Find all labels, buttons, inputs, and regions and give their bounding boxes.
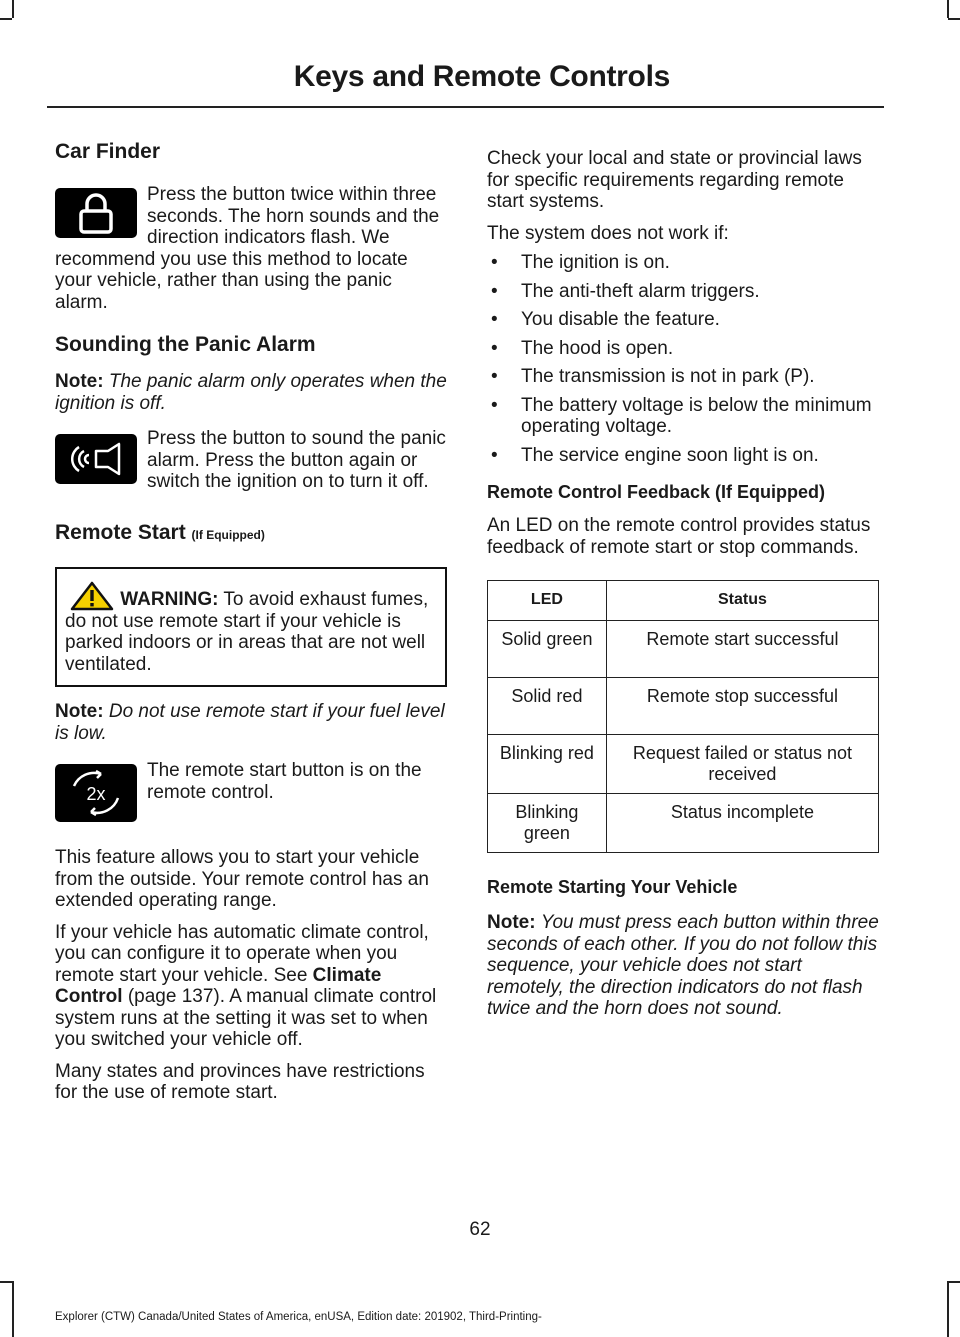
crop-mark: [0, 1281, 12, 1283]
remote-start-heading: [55, 521, 447, 545]
crop-mark: [0, 18, 12, 20]
not-work-list: [487, 252, 879, 466]
note-text: You must press each button within three seconds of each other. If you do not follow this sequence, your vehicle does not start remotely, the direction indicators do not flash twice and the horn does not sound.: [487, 912, 879, 1019]
note-label: Note:: [55, 371, 104, 392]
feedback-heading: Remote Control Feedback (If Equipped): [487, 482, 826, 502]
laws-text: Check your local and state or provincial laws for specific requirements regarding remote start systems.: [487, 148, 862, 212]
list-item: • You disable the feature.: [487, 309, 879, 331]
panic-text: Press the button to sound the panic alarm. Press the button again or switch the ignition on to turn it off.: [147, 428, 446, 492]
status-cell: Status incomplete: [606, 794, 878, 853]
remote-para-2: [55, 922, 447, 1051]
remote-start-button-image: [55, 764, 137, 822]
led-cell: Blinking green: [488, 794, 607, 853]
remote-starting-heading: Remote Starting Your Vehicle: [487, 877, 738, 897]
led-status-table: [487, 580, 879, 853]
led-cell: Blinking red: [488, 735, 607, 794]
status-cell: Request failed or status not received: [606, 735, 878, 794]
warning-paragraph: [65, 581, 437, 676]
icon-2x-label: 2x: [86, 784, 106, 804]
note-text: The panic alarm only operates when the ignition is off.: [55, 371, 447, 414]
status-cell: Remote stop successful: [606, 678, 878, 735]
panic-horn-icon: [63, 439, 129, 479]
car-finder-text: Press the button twice within three seconds. The horn sounds and the direction indicators flash. We recommend you use this method to locate your vehicle, rather than using the panic alarm.: [55, 184, 440, 313]
column-header-status: Status: [606, 581, 878, 621]
warning-text: To avoid exhaust fumes, do not use remote start if your vehicle is parked indoors or in areas that are not well ventilated.: [65, 588, 429, 675]
list-item: • The hood is open.: [487, 338, 879, 360]
warning-box: [55, 567, 447, 688]
warning-triangle-icon: [69, 581, 115, 611]
table-row: [488, 621, 879, 678]
table-header-row: [488, 581, 879, 621]
footer-edition: Explorer (CTW) Canada/United States of America, enUSA, Edition date: 201902, Third-Printing-: [55, 1311, 542, 1323]
note-text: Do not use remote start if your fuel level is low.: [55, 701, 445, 744]
starting-note: [487, 912, 879, 1020]
list-item: • The transmission is not in park (P).: [487, 366, 879, 388]
crop-mark: [947, 0, 949, 18]
column-header-led: LED: [488, 581, 607, 621]
list-item: • The anti-theft alarm triggers.: [487, 281, 879, 303]
list-item: • The battery voltage is below the minimum operating voltage.: [487, 395, 879, 438]
lock-icon: [76, 191, 116, 235]
if-equipped-tag: (If Equipped): [191, 527, 265, 542]
warning-label: WARNING:: [120, 588, 219, 610]
page-header-title: Keys and Remote Controls: [293, 60, 670, 93]
note-label: Note:: [487, 912, 536, 933]
crop-mark: [12, 1281, 14, 1337]
remote-button-text: The remote start button is on the remote control.: [147, 760, 422, 803]
list-item: • The ignition is on.: [487, 252, 879, 274]
crop-mark: [948, 1281, 960, 1283]
right-column: [487, 148, 879, 1030]
lock-button-image: [55, 188, 137, 238]
remote-para-2-a: If your vehicle has automatic climate control, you can configure it to operate when you remote start your vehicle. See: [55, 921, 429, 986]
remote-para-2-b: (page 137). A manual climate control system runs at the setting it was set to when you switched your vehicle off.: [55, 986, 437, 1050]
not-work-text: The system does not work if:: [487, 222, 729, 244]
led-cell: Solid red: [488, 678, 607, 735]
feedback-text: An LED on the remote control provides status feedback of remote start or stop commands.: [487, 515, 871, 558]
panic-button-image: [55, 434, 137, 484]
table-row: [488, 794, 879, 853]
status-cell: Remote start successful: [606, 621, 878, 678]
crop-mark: [947, 1281, 949, 1337]
list-item: • The service engine soon light is on.: [487, 445, 879, 467]
note-label: Note:: [55, 701, 104, 722]
header-divider: [47, 106, 884, 108]
table-row: [488, 678, 879, 735]
table-row: [488, 735, 879, 794]
car-finder-heading: Car Finder: [55, 140, 161, 163]
fuel-note: [55, 701, 447, 744]
crop-mark: [948, 18, 960, 20]
page-number: 62: [469, 1219, 491, 1240]
crop-mark: [12, 0, 14, 18]
remote-para-1: This feature allows you to start your vehicle from the outside. Your remote control has an extended operating range.: [55, 847, 429, 911]
remote-start-title: Remote Start: [55, 520, 186, 544]
panic-note: [55, 371, 447, 414]
remote-para-3: Many states and provinces have restrictions for the use of remote start.: [55, 1060, 425, 1103]
climate-control-link[interactable]: Climate Control: [55, 964, 382, 1007]
remote-start-2x-icon: [61, 768, 131, 818]
left-column: [55, 140, 447, 1114]
panic-alarm-heading: Sounding the Panic Alarm: [55, 333, 316, 356]
led-cell: Solid green: [488, 621, 607, 678]
